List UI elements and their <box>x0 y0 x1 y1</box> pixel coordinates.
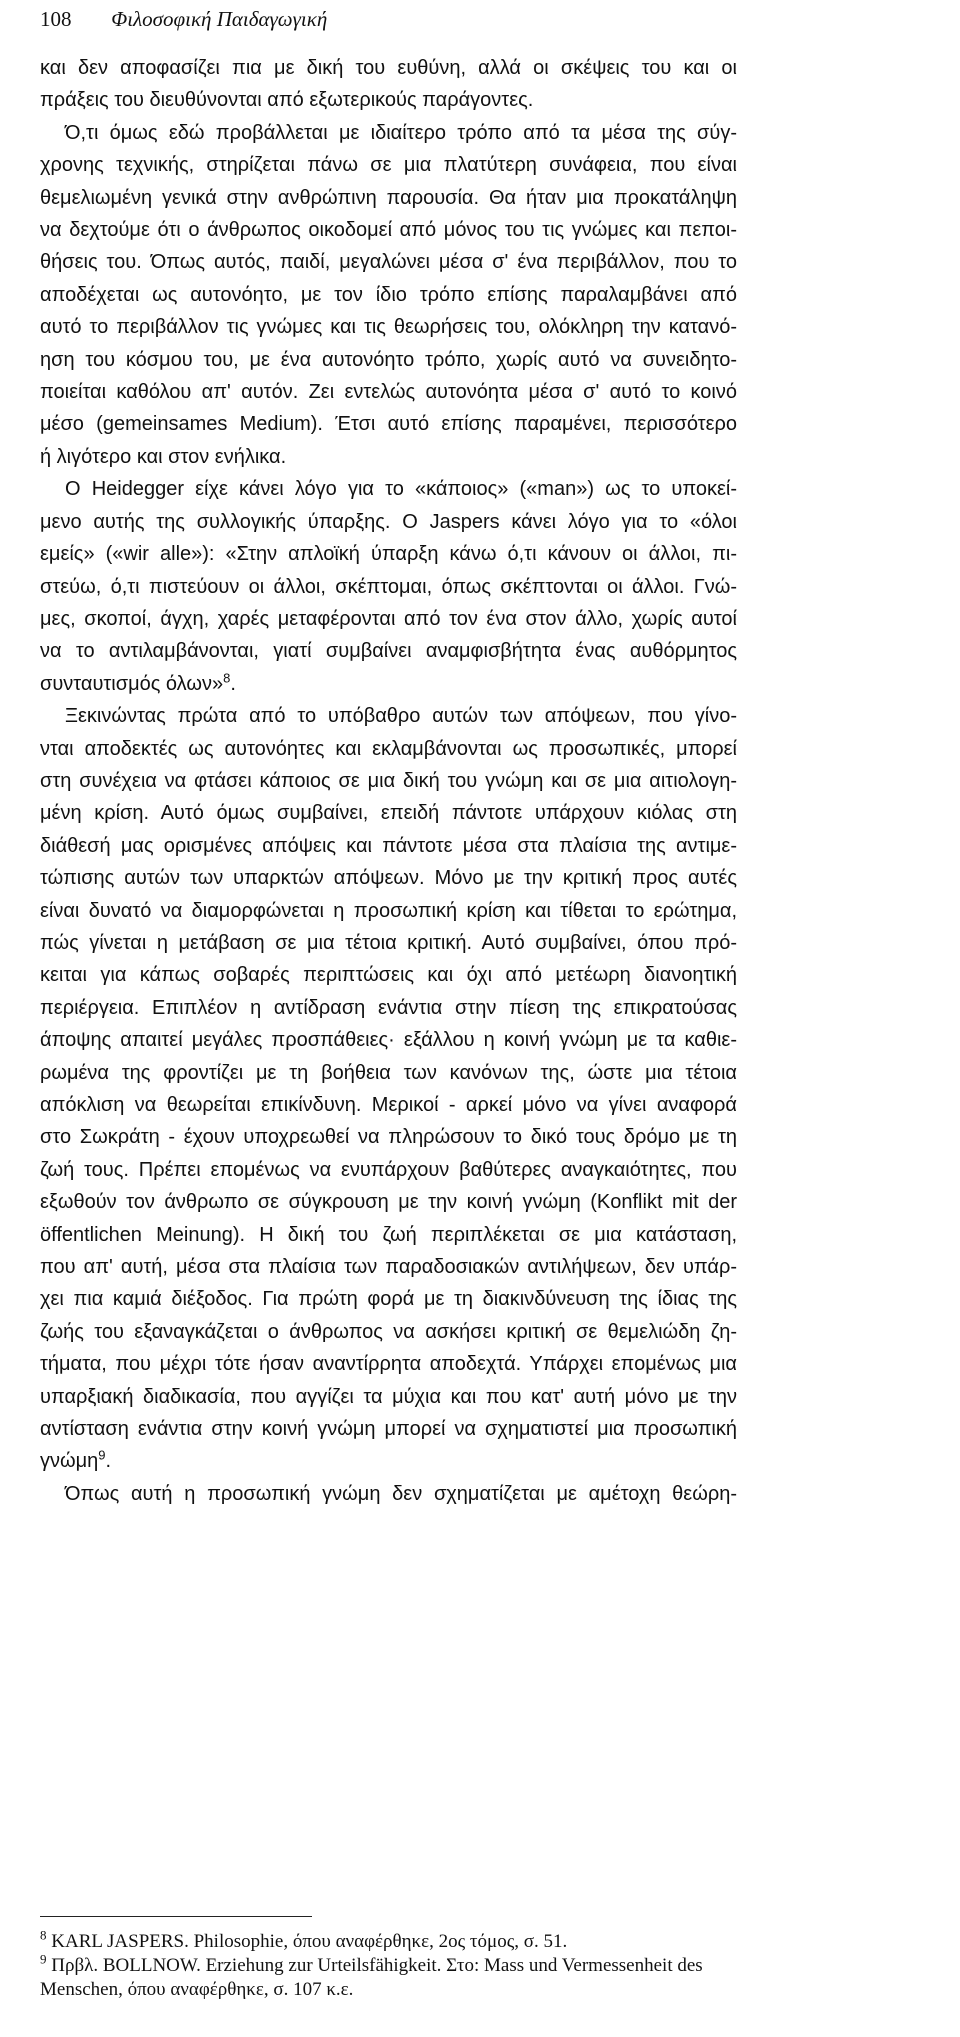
text-line-content: αποδέχεται ως αυτονόητο, με τον ίδιο τρόπο επίσης παραλαμβάνει από <box>40 283 737 306</box>
text-line <box>40 441 737 473</box>
text-line-content: ζωής του εξαναγκάζεται ο άνθρωπος να ασκήσει κριτική σε θεμελιώδη ζη- <box>40 1320 737 1343</box>
text-line <box>40 182 737 214</box>
text-line-content: να δεχτούμε ότι ο άνθρωπος οικοδομεί από μόνος του τις γνώμες και πεποι- <box>40 219 737 242</box>
text-line <box>40 1121 737 1153</box>
text-line <box>40 1283 737 1315</box>
footnote-line <box>40 1978 740 2002</box>
text-line <box>40 408 737 440</box>
text-line <box>40 1057 737 1089</box>
footnote-text: KARL JASPERS. Philosophie, όπου αναφέρθηκε, 2ος τόμος, σ. 51. <box>51 1931 568 1952</box>
text-line <box>40 1316 737 1348</box>
text-line <box>40 862 737 894</box>
text-line <box>40 1413 737 1445</box>
text-line <box>40 538 737 570</box>
text-line <box>40 1381 737 1413</box>
text-line-content: ζωή τους. Πρέπει επομένως να ενυπάρχουν βαθύτερες αναγκαιότητες, που <box>40 1158 737 1181</box>
text-line-content: εξωθούν τον άνθρωπο σε σύγκρουση με την κοινή γνώμη (Konflikt mit der <box>40 1191 737 1214</box>
text-line-content: άποψης απαιτεί μεγάλες προσπάθειες· εξάλλου η κοινή γνώμη με τα καθιε- <box>40 1029 737 1052</box>
text-line <box>40 1186 737 1218</box>
text-line <box>40 506 737 538</box>
text-line-content: απόκλιση να θεωρείται επικίνδυνη. Μερικοί - αρκεί μόνο να γίνει αναφορά <box>40 1094 737 1116</box>
text-line <box>40 603 737 635</box>
text-line-content: τώπισης αυτών των υπαρκτών απόψεων. Μόνο με την κριτική προς αυτές <box>40 867 737 890</box>
text-line <box>40 214 737 246</box>
text-line <box>40 311 737 343</box>
running-title: Φιλοσοφική Παιδαγωγική <box>111 7 328 31</box>
running-header <box>40 6 740 32</box>
text-line <box>40 149 737 181</box>
text-line-content: ρωμένα της φροντίζει με τη βοήθεια των κανόνων της, ώστε μια τέτοια <box>40 1061 737 1084</box>
text-line <box>40 635 737 667</box>
text-line <box>40 895 737 927</box>
text-line-punctuation: . <box>105 1450 112 1473</box>
footnote-separator <box>40 1916 312 1917</box>
text-line-content: να το αντιλαμβάνονται, γιατί συμβαίνει αναμφισβήτητα ένας αυθόρμητος <box>40 640 737 663</box>
footnote-line <box>40 1927 740 1954</box>
text-line-content: χει πια καμιά διέξοδος. Για πρώτη φορά με τη διακινδύνευση της ίδιας της <box>40 1288 737 1311</box>
text-line <box>40 830 737 862</box>
footnote-number: 9 <box>40 1951 47 1967</box>
text-line-content: ποιείται καθόλου απ' αυτόν. Ζει εντελώς αυτονόητα μέσα σ' αυτό το κοινό <box>40 381 737 404</box>
text-line-content: θήσεις του. Όπως αυτός, παιδί, μεγαλώνει μέσα σ' ένα περιβάλλον, που το <box>40 251 737 274</box>
text-line <box>40 344 737 376</box>
text-line-content: στη συνέχεια να φτάσει κάποιος σε μια δική του γνώμη και σε μια αιτιολογη- <box>40 769 737 792</box>
text-line <box>40 1089 737 1121</box>
text-line <box>40 84 737 116</box>
text-line <box>40 1251 737 1283</box>
text-line <box>40 992 737 1024</box>
text-line <box>40 1024 737 1056</box>
text-line-content: μενο αυτής της συλλογικής ύπαρξης. Ο Jaspers κάνει λόγο για το «όλοι <box>40 510 737 533</box>
text-line <box>40 376 737 408</box>
text-line <box>40 52 737 84</box>
text-line <box>40 668 737 700</box>
footnote-reference: 8 <box>223 670 231 686</box>
text-line-content: πώς γίνεται η μετάβαση σε μια τέτοια κριτική. Αυτό συμβαίνει, όπου πρό- <box>40 931 737 954</box>
text-line-content: Ο Heidegger είχε κάνει λόγο για το «κάποιος» («man») ως το υποκεί- <box>65 478 737 501</box>
text-line-content: και δεν αποφασίζει πια με δική του ευθύνη, αλλά οι σκέψεις του και οι <box>40 57 737 79</box>
text-line-content: περιέργεια. Επιπλέον η αντίδραση ενάντια στην πίεση της επικρατούσας <box>40 996 737 1019</box>
text-line <box>40 1478 737 1510</box>
text-line-content: στο Σωκράτη - έχουν υποχρεωθεί να πληρώσουν το δικό τους δρόμο με τη <box>40 1126 737 1149</box>
text-line <box>40 1219 737 1251</box>
text-line <box>40 797 737 829</box>
text-line-content: συνταυτισμός όλων» <box>40 672 224 695</box>
text-line-content: νται αποδεκτές ως αυτονόητες και εκλαμβάνονται ως προσωπικές, μπορεί <box>40 737 737 760</box>
text-line <box>40 1445 737 1477</box>
text-line <box>40 246 737 278</box>
text-line <box>40 279 737 311</box>
text-line-content: αυτό το περιβάλλον τις γνώμες και τις θεωρήσεις του, ολόκληρη την κατανό- <box>40 316 737 339</box>
text-line-content: κειται για κάπως σοβαρές περιπτώσεις και όχι από μετέωρη διανοητική <box>40 964 737 987</box>
text-line-content: μέσο (gemeinsames Medium). Έτσι αυτό επίσης παραμένει, περισσότερο <box>40 413 737 436</box>
page-number: 108 <box>40 7 72 31</box>
text-line-content: Ό,τι όμως εδώ προβάλλεται με ιδιαίτερο τρόπο από τα μέσα της σύγ- <box>65 121 737 144</box>
footnote-number: 8 <box>40 1927 47 1943</box>
text-line-content: πράξεις του διευθύνονται από εξωτερικούς παράγοντες. <box>40 89 534 112</box>
text-line-content: τήματα, που μέχρι τότε ήσαν αναντίρρητα αποδεχτά. Υπάρχει επομένως μια <box>40 1353 737 1376</box>
text-line-content: Ξεκινώντας πρώτα από το υπόβαθρο αυτών των απόψεων, που γίνο- <box>65 705 737 728</box>
text-line <box>40 765 737 797</box>
text-line-content: Όπως αυτή η προσωπική γνώμη δεν σχηματίζεται με αμέτοχη θεώρη- <box>65 1482 737 1505</box>
footnote-reference: 9 <box>98 1447 106 1463</box>
text-line-content: öffentlichen Meinung). Η δική του ζωή περιπλέκεται σε μια κατάσταση, <box>40 1223 737 1246</box>
footnote-text: Πρβλ. BOLLNOW. Erziehung zur Urteilsfähigkeit. Στο: Mass und Vermessenheit des <box>51 1955 703 1976</box>
text-line-content: μες, σκοποί, άγχη, χαρές μεταφέρονται από τον ένα στον άλλο, χωρίς αυτοί <box>40 607 737 630</box>
text-line <box>40 927 737 959</box>
text-line <box>40 117 737 149</box>
text-line <box>40 959 737 991</box>
footnote-text: Menschen, όπου αναφέρθηκε, σ. 107 κ.ε. <box>40 1979 354 2000</box>
text-line <box>40 733 737 765</box>
text-line <box>40 571 737 603</box>
text-line-content: υπαρξιακή διαδικασία, που αγγίζει τα μύχια και που κατ' αυτή μόνο με την <box>40 1385 737 1408</box>
main-text <box>40 52 737 1510</box>
text-line-content: μένη κρίση. Αυτό όμως συμβαίνει, επειδή πάντοτε υπάρχουν κιόλας στη <box>40 802 737 825</box>
text-line <box>40 473 737 505</box>
text-line-content: που απ' αυτή, μέσα στα πλαίσια των παραδοσιακών αντιλήψεων, δεν υπάρ- <box>40 1256 737 1279</box>
text-line-content: είναι δυνατό να διαμορφώνεται η προσωπική κρίση και τίθεται το ερώτημα, <box>40 899 737 922</box>
text-line-content: χρονης τεχνικής, στηρίζεται πάνω σε μια πλατύτερη συνάφεια, που είναι <box>40 154 737 177</box>
text-line <box>40 1154 737 1186</box>
text-line-content: ηση του κόσμου του, με ένα αυτονόητο τρόπο, χωρίς αυτό να συνειδητο- <box>40 348 737 371</box>
footnotes <box>40 1927 740 2002</box>
text-line-content: ή λιγότερο και στον ενήλικα. <box>40 445 287 468</box>
footnote-line <box>40 1951 740 1978</box>
text-line-content: αντίσταση ενάντια στην κοινή γνώμη μπορεί να σχηματιστεί μια προσωπική <box>40 1418 737 1441</box>
text-line <box>40 1348 737 1380</box>
text-line-content: θεμελιωμένη γενικά στην ανθρώπινη παρουσία. Θα ήταν μια προκατάληψη <box>40 186 737 209</box>
text-line-content: εμείς» («wir alle»): «Στην απλοϊκή ύπαρξη κάνω ό,τι κάνουν οι άλλοι, πι- <box>40 543 737 566</box>
text-line-content: διάθεσή μας ορισμένες απόψεις και πάντοτε μέσα στα πλαίσια της αντιμε- <box>40 834 737 857</box>
text-line-content: γνώμη <box>40 1450 99 1473</box>
text-line <box>40 700 737 732</box>
text-line-content: στεύω, ό,τι πιστεύουν οι άλλοι, σκέπτομαι, όπως σκέπτονται οι άλλοι. Γνώ- <box>40 575 737 598</box>
text-line-punctuation: . <box>230 672 236 695</box>
